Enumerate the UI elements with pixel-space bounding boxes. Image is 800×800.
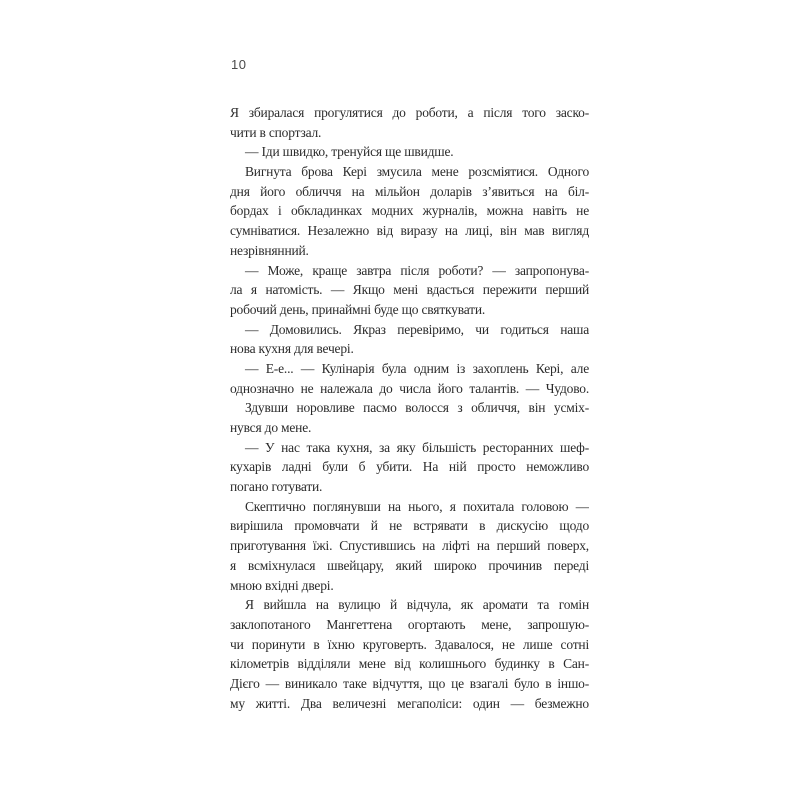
text-line: вирішила промовчати й не встрявати в дискусію щодо <box>230 518 589 534</box>
text-line: Скептично поглянувши на нього, я похитала головою — <box>245 498 589 514</box>
text-line: — Може, краще завтра після роботи? — запропонува- <box>245 262 589 278</box>
text-line: заклопотаного Мангеттена огортають мене, запрошую- <box>230 616 589 632</box>
text-line: Здувши норовливе пасмо волосся з обличчя, він усміх- <box>245 400 589 416</box>
page-number: 10 <box>231 57 247 72</box>
text-line: однозначно не належала до числа його талантів. — Чудово. <box>230 380 589 396</box>
text-line: чи поринути в їхню круговерть. Здавалося, не лише сотні <box>230 636 589 652</box>
text-line: я всміхнулася швейцару, який широко прочинив переді <box>230 557 589 573</box>
text-line: кілометрів відділяли мене від колишнього будинку в Сан- <box>230 656 589 672</box>
text-line: Я вийшла на вулицю й відчула, як аромати та гомін <box>245 597 589 613</box>
text-line: Вигнута брова Кері змусила мене розсміятися. Одного <box>245 164 589 180</box>
text-line: дня його обличчя на мільйон доларів з’явиться на біл- <box>230 183 589 199</box>
text-line: мною вхідні двері. <box>230 577 334 593</box>
text-line: Дієго — виникало таке відчуття, що це взагалі було в іншо- <box>230 675 589 691</box>
text-line: бордах і обкладинках модних журналів, можна навіть не <box>230 203 589 219</box>
text-line: — Домовились. Якраз перевіримо, чи годиться наша <box>245 321 589 337</box>
text-line: Я збиралася прогулятися до роботи, а після того заско- <box>230 105 589 120</box>
text-line: нувся до мене. <box>230 420 312 435</box>
text-line: — Е-е... — Кулінарія була одним із захоплень Кері, але <box>245 360 589 376</box>
text-line: — У нас така кухня, за яку більшість ресторанних шеф- <box>245 439 589 455</box>
text-line: кухарів ладні були б убити. На ній просто неможливо <box>230 459 589 475</box>
text-line: приготування їжі. Спустившись на ліфті на перший поверх, <box>230 538 589 554</box>
text-block <box>230 103 589 713</box>
text-line: погано готувати. <box>230 479 323 495</box>
text-line: незрівнянний. <box>230 242 309 258</box>
text-line: сумніватися. Незалежно від виразу на лиці, він мав вигляд <box>230 223 589 239</box>
text-line: — Іди швидко, тренуйся ще швидше. <box>245 144 454 160</box>
text-line: ла я натомість. — Якщо мені вдасться пережити перший <box>230 282 589 298</box>
text-line: чити в спортзал. <box>230 124 322 140</box>
text-line: му житті. Два величезні мегаполіси: один — безмежно <box>230 695 589 711</box>
text-line: робочий день, принаймні буде що святкувати. <box>230 301 486 317</box>
text-line: нова кухня для вечері. <box>230 341 354 357</box>
